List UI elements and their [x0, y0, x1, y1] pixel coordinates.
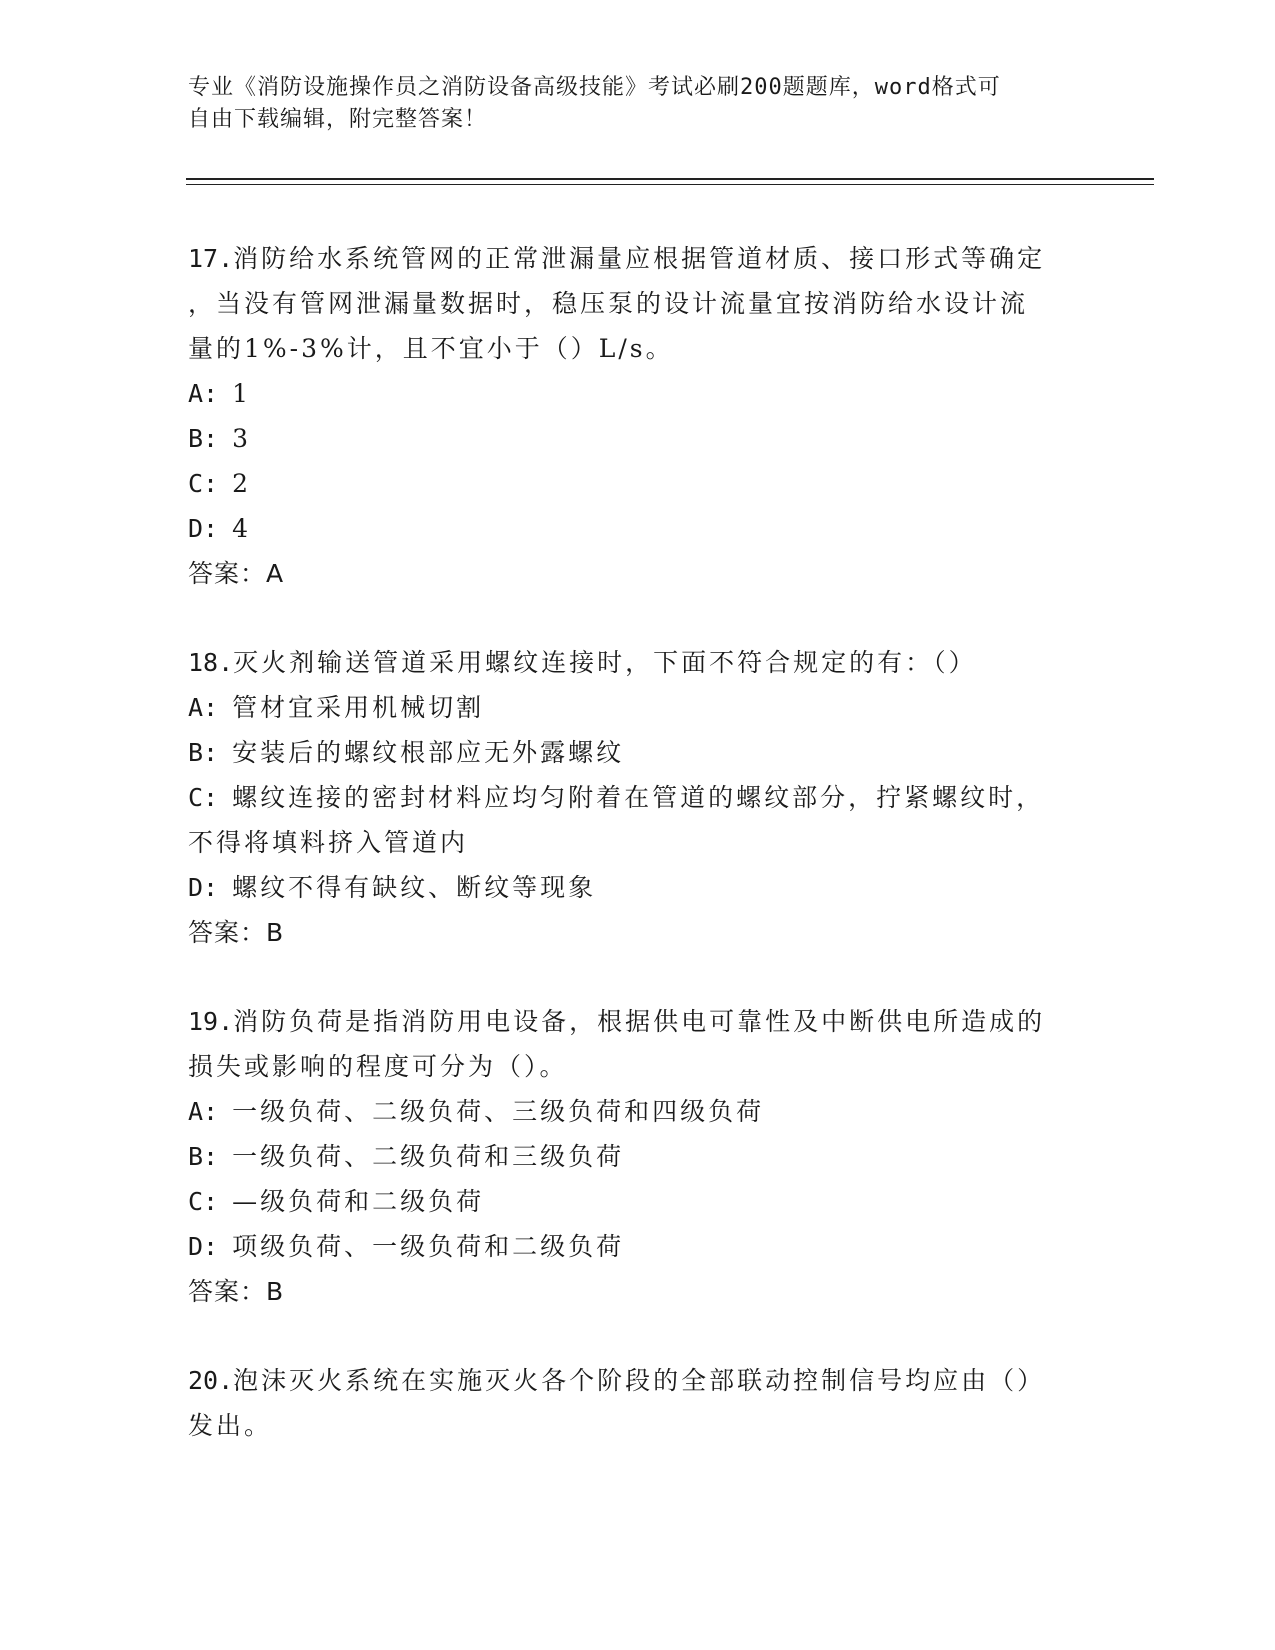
option-text: 4 [232, 514, 252, 543]
question-text [188, 236, 1088, 281]
header-divider [186, 178, 1154, 185]
option-text: 1 [232, 379, 252, 408]
question-list [188, 236, 1088, 1492]
option-key: A: [188, 1097, 219, 1126]
option-key: C: [188, 783, 219, 812]
question-line: 损失或影响的程度可分为（）。 [188, 1052, 568, 1081]
option-key: A: [188, 379, 219, 408]
option-text: 安装后的螺纹根部应无外露螺纹 [232, 738, 625, 767]
option-text: 项级负荷、一级负荷和二级负荷 [232, 1232, 625, 1261]
option-text: 一级负荷、二级负荷、三级负荷和四级负荷 [232, 1097, 765, 1126]
question-number: 17. [188, 244, 234, 273]
option-c [188, 461, 1088, 506]
option-c [188, 1179, 1088, 1224]
option-text: 3 [232, 424, 252, 453]
option-a [188, 1089, 1088, 1134]
option-text: 2 [232, 469, 252, 498]
answer: 答案：B [188, 1277, 285, 1306]
question-line: ，当没有管网泄漏量数据时，稳压泵的设计流量宜按消防给水设计流 [188, 289, 1029, 318]
option-a [188, 685, 1088, 730]
option-key: C: [188, 469, 219, 498]
option-key: B: [188, 424, 219, 453]
question-number: 18. [188, 648, 234, 677]
option-key: B: [188, 1142, 219, 1171]
question-text [188, 640, 1088, 685]
question-line: 发出。 [188, 1411, 273, 1440]
question-18 [188, 640, 1088, 955]
option-c [188, 775, 1088, 820]
question-19 [188, 999, 1088, 1314]
option-key: D: [188, 514, 219, 543]
answer: 答案：B [188, 918, 285, 947]
option-a [188, 371, 1088, 416]
option-text: —级负荷和二级负荷 [232, 1187, 485, 1216]
question-line: 消防负荷是指消防用电设备，根据供电可靠性及中断供电所造成的 [233, 1007, 1046, 1036]
option-b [188, 416, 1088, 461]
question-text [188, 999, 1088, 1044]
question-line: 泡沫灭火系统在实施灭火各个阶段的全部联动控制信号均应由（） [233, 1366, 1046, 1395]
question-number: 20. [188, 1366, 234, 1395]
option-text: 螺纹不得有缺纹、断纹等现象 [232, 873, 597, 902]
option-text: 一级负荷、二级负荷和三级负荷 [232, 1142, 625, 1171]
question-number: 19. [188, 1007, 234, 1036]
option-key: B: [188, 738, 219, 767]
question-line: 消防给水系统管网的正常泄漏量应根据管道材质、接口形式等确定 [233, 244, 1046, 273]
option-key: D: [188, 1232, 219, 1261]
question-line: 量的1%-3%计，且不宜小于（）L/s。 [188, 334, 674, 363]
header-line-2: 自由下载编辑，附完整答案！ [188, 107, 488, 132]
answer: 答案：A [188, 559, 285, 588]
option-text: 螺纹连接的密封材料应均匀附着在管道的螺纹部分，拧紧螺纹时， [232, 783, 1045, 812]
option-d [188, 506, 1088, 551]
option-key: A: [188, 693, 219, 722]
option-c-continued: 不得将填料挤入管道内 [188, 828, 469, 857]
option-b [188, 730, 1088, 775]
question-17 [188, 236, 1088, 596]
option-d [188, 865, 1088, 910]
option-d [188, 1224, 1088, 1269]
question-line: 灭火剂输送管道采用螺纹连接时，下面不符合规定的有：（） [233, 648, 977, 677]
option-key: C: [188, 1187, 219, 1216]
header-line-1: 专业《消防设施操作员之消防设备高级技能》考试必刷200题题库，word格式可 [188, 75, 1001, 100]
option-text: 管材宜采用机械切割 [232, 693, 485, 722]
question-text [188, 1358, 1088, 1403]
page-header [188, 72, 1088, 136]
option-key: D: [188, 873, 219, 902]
question-20 [188, 1358, 1088, 1448]
option-b [188, 1134, 1088, 1179]
